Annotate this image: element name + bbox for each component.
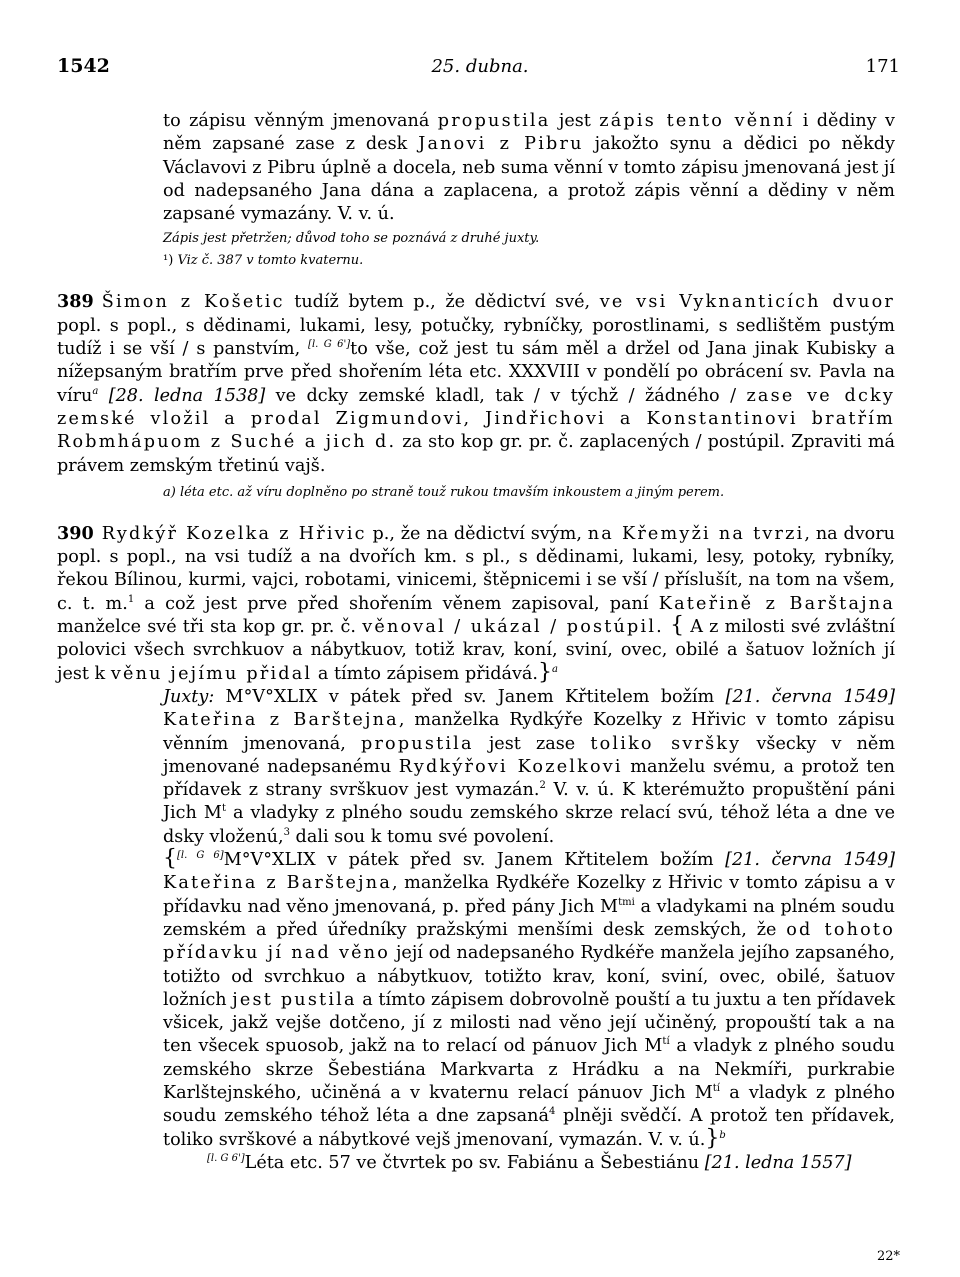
juxta-2: {[l. G 6]M°V°XLIX v pátek před sv. Janem Křtitelem božím [21. června 1549] Kateřina z Barštejna, manželka Rydkéře Kozelky z Hřivic v tomto zápisu a v přídavku nad věno jmenovaná, p. před pány Jich $M^{tmi}$ a vladykami na plném soudu zemském a před úředníky pražskými menšími desk zemských, že od tohoto přídavku jí nad věno její od nadepsaného Rydkéře manžela jejího zapsaného, totižto od svrchkuo a nábytkuov, totižto krav, koní, sviní, ovec, obilé, šatuov ložních jest pustila a tímto zápisem dobrovolně pouští a tu juxtu a ten přídavek všicek, jakž vejše dotčeno, jí z milosti nad věno její učiněný, propouští tak a na ten všecek spuosob, jakž na to relací od pánuov Jich $M^{tí}$ a vladyk z plného soudu zemského skrze Šebestiána Markvarta z Hrádku a na Nekmíři, purkrabie Karlštejnského, učiněná a v kvaternu relací pánuov Jich $M^{tí}$ a vladyk z plného soudu zemského téhož léta a dne zapsaná$^4$ plněji svědčí. A protož ten přídavek, toliko svrškové a nábytkové vejš jmenovaní, vymazán. V. v. ú.}$^b$ [163,846,896,1151]
entry-number: 389 [57,291,94,313]
entry-390: 390 Rydkýř Kozelka z Hřivic p., že na dědictví svým, na Křemyži na tvrzi, na dvoru popl. s popl., na vsi tudíž a na dvořích km. s pl., s dědinami, lukami, lesy, potoky, rybníky, řekou Bílinou, kurmi, vajci, robotami, vinicemi, štěpnicemi i se vší / příslušít, na tom na všem, c. t. m.$^1$ a což jest prve před shořením věnem zapisoval, paní Kateřině z Barštajna manželce své tři sta kop gr. pr. č. věnoval / ukázal / postúpil. { A z milosti své zvláštní polovici všech svrchkuov a nábytkuov, totiž krav, koní, sviní, ovec, obilé a šatuov ložních jí jest k věnu jejímu přidal a tímto zápisem přidává.}$^a$ [57,522,896,685]
entry-number: 390 [57,522,94,544]
footnote-1: ¹) Viz č. 387 v tomto kvaternu. [163,253,364,269]
note-top: Zápis jest přetržen; důvod toho se poznává z druhé juxty. [163,231,540,247]
page-header [0,55,960,85]
header-date: 25. dubna. [431,56,529,77]
page-body [57,110,895,1175]
header-page-number: 171 [865,56,900,77]
juxta-1: Juxty: M°V°XLIX v pátek před sv. Janem Křtitelem božím [21. června 1549] Kateřina z Barštejna, manželka Rydkýře Kozelky z Hřivic v tomto zápisu věnním jmenovaná, propustila jest zase toliko svršky všecky v něm jmenované nadepsanému Rydkýřovi Kozelkovi manželu svému, a protož ten přídavek z strany svrškuov jest vymazán.$^2$ V. v. ú. K kterémužto propuštění páni Jich $M^t$ a vladyky z plného soudu zemského skrze relací svú, téhož léta a dne ve dsky vloženú,$^3$ dali sou k tomu své povolení. [163,686,896,847]
juxta-3: [l. G 6']Léta etc. 57 ve čtvrtek po sv. Fabiánu a Šebestiánu [21. ledna 1557] [207,1152,852,1173]
signature-mark: 22* [876,1249,900,1264]
top-paragraph: to zápisu věnným jmenovaná propustila jest zápis tento věnní i dědiny v něm zapsané zase z desk Janovi z Pibru jakožto synu a dědici po někdy Václavovi z Pibru úplně a docela, neb suma věnní v tomto zápisu jmenovaná jest jí od nadepsaného Jana dána a zaplacena, a protož zápis věnní a dědiny v něm zapsané vymazány. V. v. ú. [163,111,895,225]
header-year: 1542 [57,55,110,77]
entry-389: 389 Šimon z Košetic tudíž bytem p., že dědictví své, ve vsi Vyknanticích dvuor popl. s popl., s dědinami, lukami, lesy, potučky, rybníčky, porostlinami, s sedlištěm pustým tudíž i se vší / s panstvím, [l. G 6']to vše, což jest tu sám měl a držel od Jana jinak Kubisky a nížepsaným bratřím prve před shořením léta etc. XXXVIII v pondělí po obrácení sv. Pavla na víru$^a$ [28. ledna 1538] ve dcky zemské kladl, tak / v týchž / žádného / zase ve dcky zemské vložil a prodal Zigmundovi, Jindřichovi a Konstantinovi bratřím Robmhápuom z Suché a jich d. za sto kop gr. pr. č. zaplacených / postúpil. Zpraviti má právem zemským třetinú vajš. [57,291,896,476]
note-389: a) léta etc. až víru doplněno po straně touž rukou tmavším inkoustem a jiným perem. [163,484,725,500]
